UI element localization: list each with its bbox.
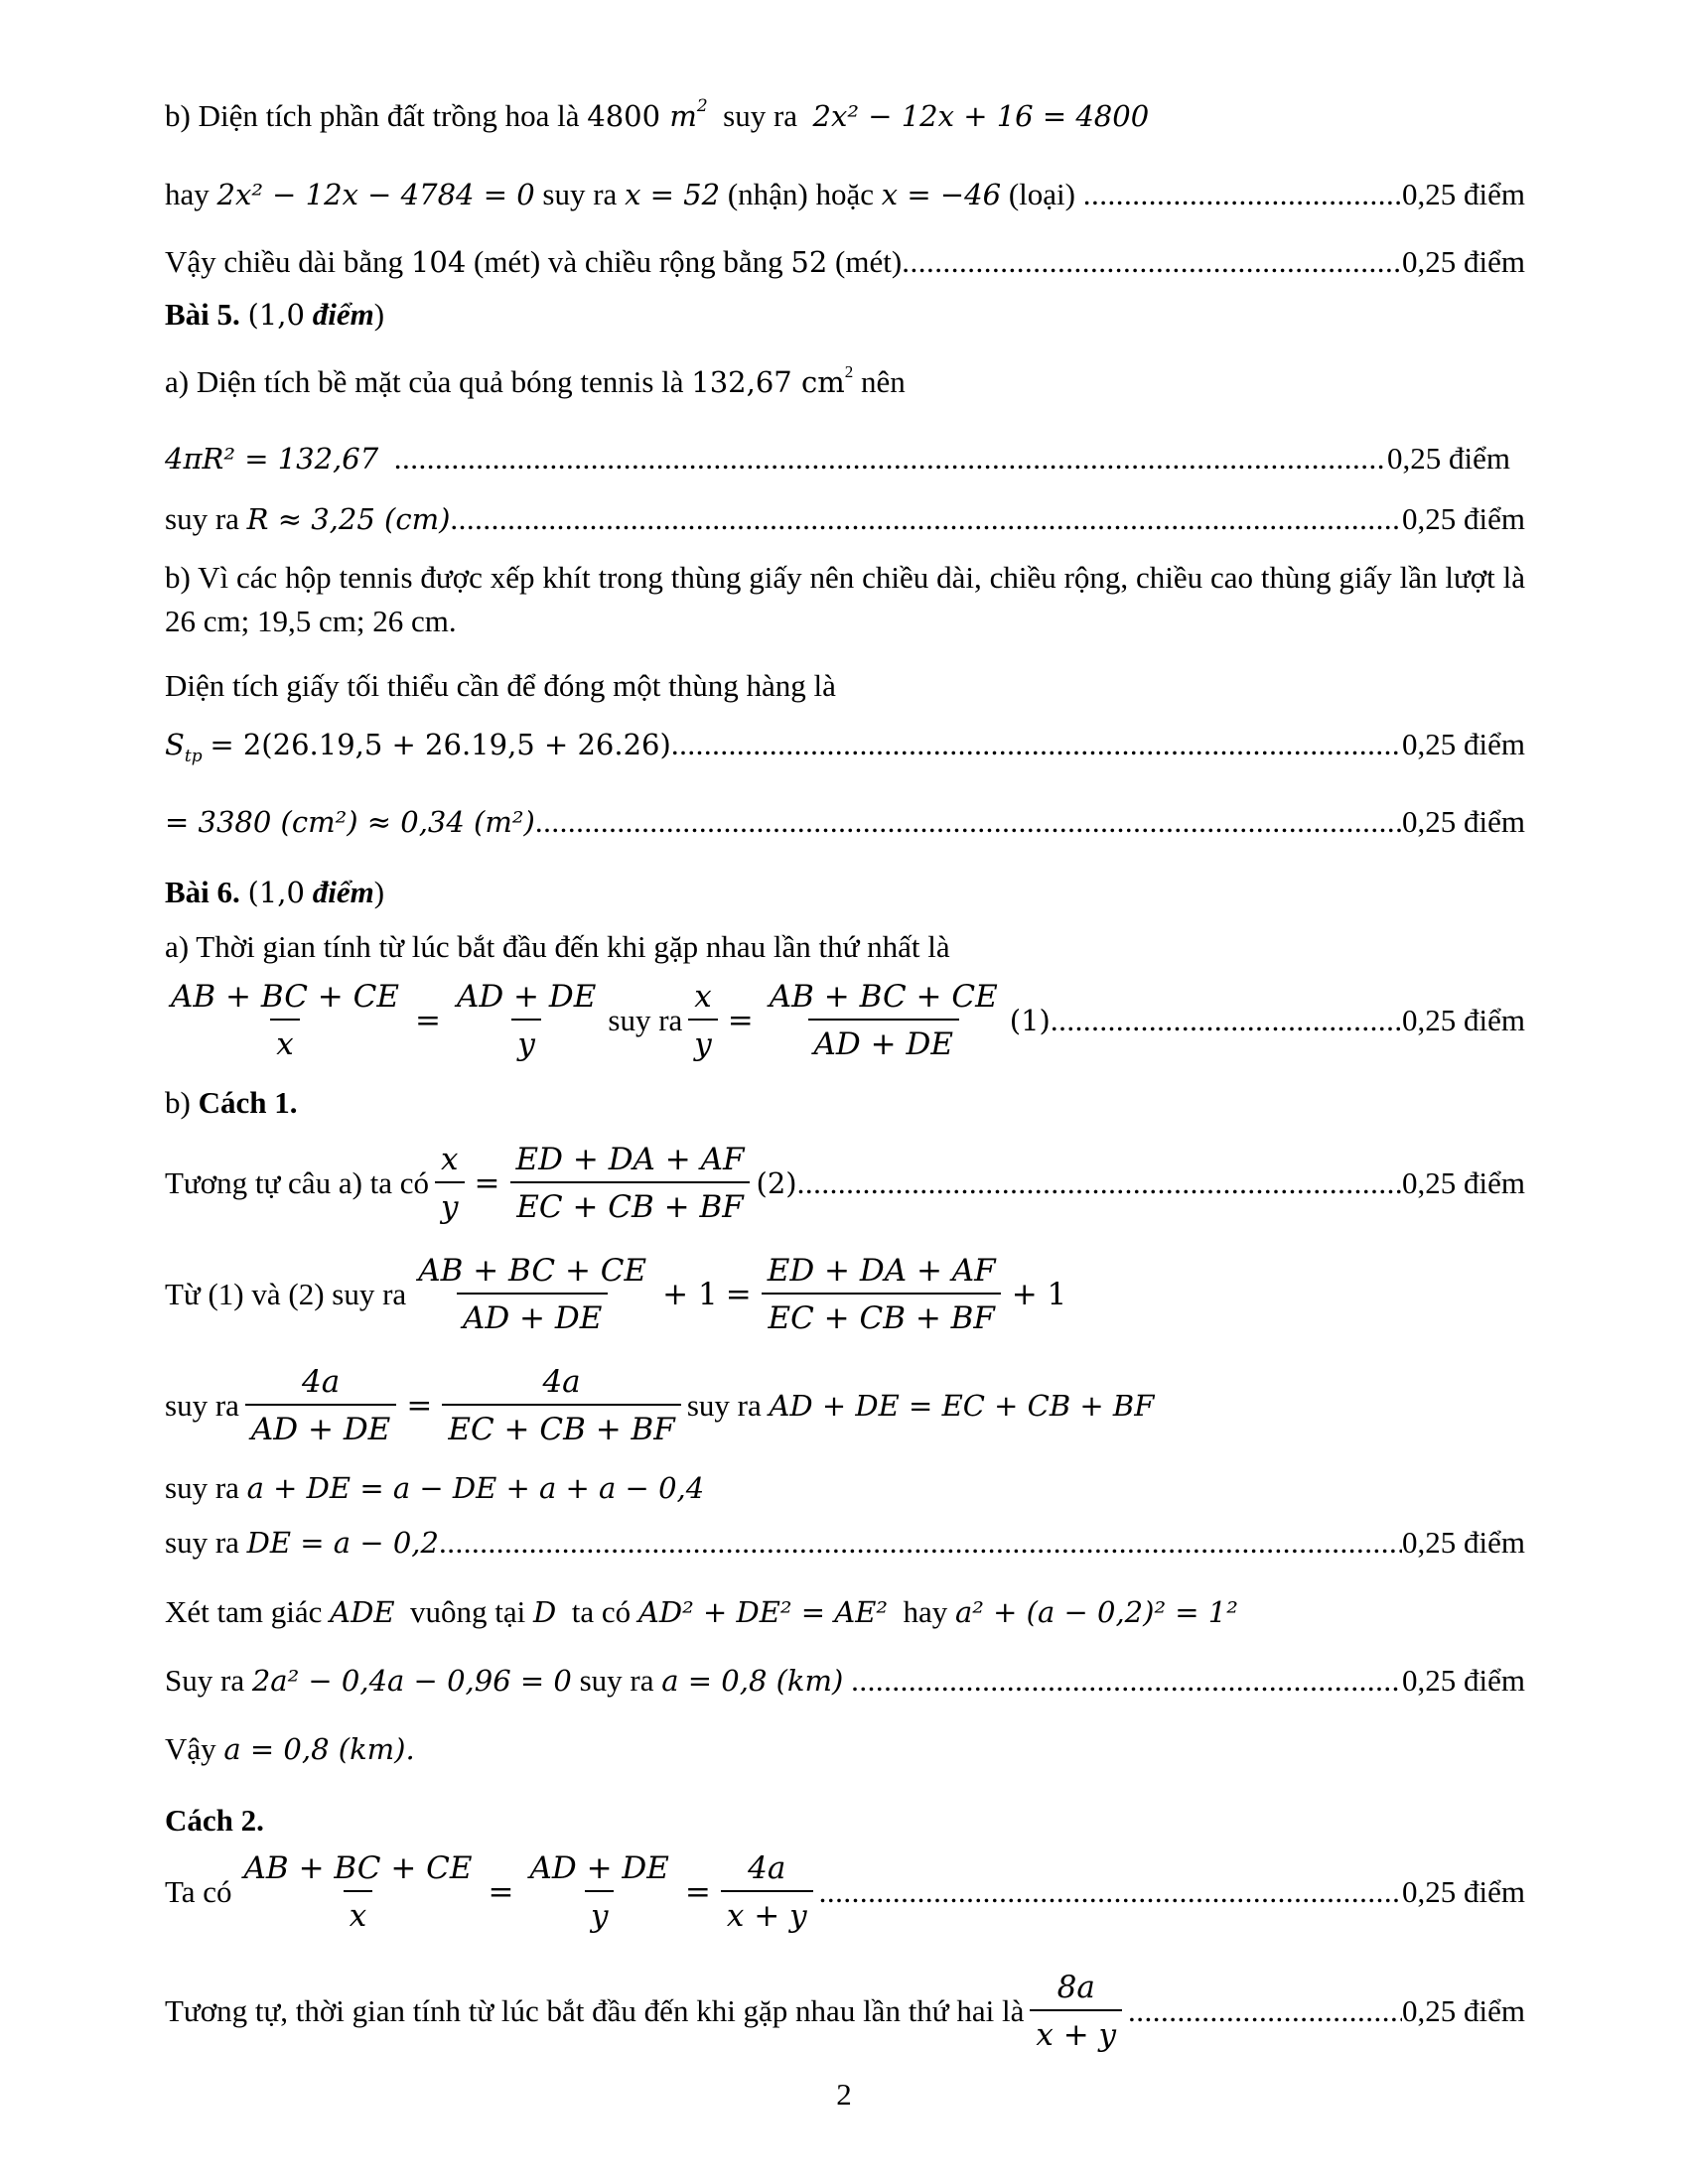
equation-2: Tương tự câu a) ta có $\frac{x}{y}$ = $\frac{ED + DA + AF}{EC + CB + BF}$ (2) ..... 0,25 điểm [165,1142,1525,1225]
line-dimensions-result: Vậy chiều dài bằng 104 (mét) và chiều rộng bằng 52 (mét) ..... 0,25 điểm [165,244,1525,280]
paragraph-box-dimensions: b) Vì các hộp tennis được xếp khít trong thùng giấy nên chiều dài, chiều rộng, chiều cao thùng giấy lần lượt là 26 cm; 19,5 cm; 26 cm. [165,560,1525,638]
heading-bai-6: Bài 6. (1,0 điểm) [165,875,385,909]
line-tennis-area: a) Diện tích bề mặt của quả bóng tennis là 132,67 $cm^2$ nên [165,361,906,399]
heading-cach2: Cách 2. [165,1803,264,1838]
line-b-cach1: b) Cách 1. [165,1085,298,1120]
line-a-plus-de: suy ra a + DE = a − DE + a + a − 0,4 [165,1470,705,1505]
line-surface-result: = 3380 (cm²) ≈ 0,34 (m²) ..... 0,25 điểm [165,804,1525,840]
line-surface-formula: $S_{tp}$ = 2(26.19,5 + 26.19,5 + 26.26) ..... 0,25 điểm [165,727,1525,762]
line-first-meeting: a) Thời gian tính từ lúc bắt đầu đến khi gặp nhau lần thứ nhất là [165,929,950,964]
equation-4a: suy ra $\frac{4a}{AD + DE}$ = $\frac{4a}{EC + CB + BF}$ suy ra AD + DE = EC + CB + BF [165,1364,1155,1447]
line-conclusion: Vậy a = 0,8 (km). [165,1731,415,1766]
line-quadratic-a: Suy ra 2a² − 0,4a − 0,96 = 0 suy ra a = 0,8 (km) ..... 0,25 điểm [165,1663,1525,1699]
line-quadratic-solution: hay 2x² − 12x − 4784 = 0 suy ra x = 52 (nhận) hoặc x = −46 (loại) ..... 0,25 điểm [165,177,1525,212]
heading-bai-5: Bài 5. (1,0 điểm) [165,297,385,332]
line-de-result: suy ra DE = a − 0,2 ..... 0,25 điểm [165,1525,1525,1561]
line-sphere-equation: 4πR² = 132,67 ..... 0,25 điểm [165,441,1510,477]
line-radius-result: suy ra R ≈ 3,25 (cm) ..... 0,25 điểm [165,501,1525,537]
equation-combine: Từ (1) và (2) suy ra $\frac{AB + BC + CE}{AD + DE}$ + 1 = $\frac{ED + DA + AF}{EC + CB + BF}$ + 1 [165,1253,1067,1336]
page-number: 2 [836,2077,852,2112]
line-min-paper: Diện tích giấy tối thiểu cần để đóng một thùng hàng là [165,668,836,703]
equation-second-meeting: Tương tự, thời gian tính từ lúc bắt đầu đến khi gặp nhau lần thứ hai là $\frac{8a}{x + y}$ ..... 0,25 điểm [165,1970,1525,2053]
equation-1: $\frac{AB + BC + CE}{x}$ = $\frac{AD + DE}{y}$ suy ra $\frac{x}{y}$ = $\frac{AB + BC + CE}{AD + DE}$ (1) ..... 0,25 điểm [165,979,1525,1062]
equation-cach2: Ta có $\frac{AB + BC + CE}{x}$ = $\frac{AD + DE}{y}$ = $\frac{4a}{x + y}$ ..... 0,25 điểm [165,1850,1525,1934]
line-flower-area: b) Diện tích phần đất trồng hoa là 4800 $m^2$ suy ra 2x² − 12x + 16 = 4800 [165,96,1150,133]
line-triangle-ade: Xét tam giác ADE vuông tại D ta có AD² + DE² = AE² hay a² + (a − 0,2)² = 1² [165,1594,1238,1629]
